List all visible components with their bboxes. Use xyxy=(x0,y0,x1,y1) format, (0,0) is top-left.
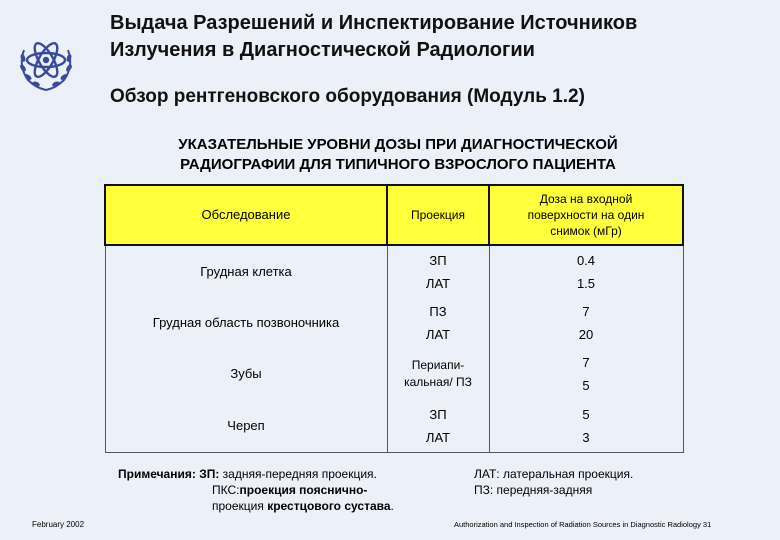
projection-cell xyxy=(387,245,489,297)
table-row xyxy=(105,399,683,453)
note-line xyxy=(118,498,458,514)
column-header-projection: Проекция xyxy=(387,185,489,245)
note-line xyxy=(118,466,458,482)
projection-cell xyxy=(387,297,489,348)
notes-right xyxy=(474,466,774,498)
table-header-row xyxy=(105,185,683,245)
dose-header-line-2: поверхности на один xyxy=(527,208,645,222)
projection-value: ЛАТ xyxy=(425,275,451,291)
dose-cell xyxy=(489,399,683,453)
exam-cell: Грудная область позвоночника xyxy=(105,297,387,348)
table-row xyxy=(105,348,683,399)
dose-value: 1.5 xyxy=(576,275,596,291)
abbr-pks: ПКС: xyxy=(212,483,240,497)
projection-value: ЗП xyxy=(429,406,447,422)
projection-value: Периапи- xyxy=(411,357,465,372)
abbr-pz-text: передняя-задняя xyxy=(493,483,593,497)
footer-source: Authorization and Inspection of Radiation Sources in Diagnostic Radiology 31 xyxy=(454,520,712,529)
projection-value: ПЗ xyxy=(429,303,447,319)
abbr-zp-text: задняя-передняя проекция. xyxy=(219,467,377,481)
dose-value: 7 xyxy=(582,303,590,319)
dose-value: 7 xyxy=(582,354,590,370)
note-line xyxy=(118,482,458,498)
dose-cell xyxy=(489,245,683,297)
pks-line2-end: . xyxy=(390,499,394,513)
projection-value: ЗП xyxy=(429,252,447,268)
iaea-logo-icon xyxy=(14,30,78,94)
abbr-lat-text: латеральная проекция. xyxy=(499,467,634,481)
table-row xyxy=(105,245,683,297)
projection-value: ЛАТ xyxy=(425,326,451,342)
page-title xyxy=(110,10,770,64)
dose-cell xyxy=(489,297,683,348)
table-row xyxy=(105,297,683,348)
footer-date: February 2002 xyxy=(32,520,85,529)
note-line xyxy=(474,482,774,498)
exam-cell: Череп xyxy=(105,399,387,453)
projection-cell xyxy=(387,348,489,399)
projection-value: ЛАТ xyxy=(425,429,451,445)
notes-label: Примечания: xyxy=(118,467,196,481)
abbr-pks-text: проекция пояснично- xyxy=(239,483,368,497)
dose-header-line-3: снимок (мГр) xyxy=(550,224,622,238)
page-subtitle: Обзор рентгеновского оборудования (Модуль 1.2) xyxy=(110,86,585,107)
section-heading-line-2: РАДИОГРАФИИ ДЛЯ ТИПИЧНОГО ВЗРОСЛОГО ПАЦИЕНТА xyxy=(180,156,616,173)
projection-cell xyxy=(387,399,489,453)
title-line-2: Излучения в Диагностической Радиологии xyxy=(110,39,535,61)
note-line xyxy=(474,466,774,482)
column-header-exam: Обследование xyxy=(105,185,387,245)
dose-reference-table xyxy=(104,184,684,453)
exam-cell: Зубы xyxy=(105,348,387,399)
dose-value: 0.4 xyxy=(576,252,596,268)
pks-line2-a: проекция xyxy=(212,499,268,513)
dose-header-line-1: Доза на входной xyxy=(539,192,633,206)
section-heading xyxy=(118,135,678,175)
dose-value: 20 xyxy=(578,326,594,342)
notes-left xyxy=(118,466,458,514)
pks-line2-b: крестцового сустава xyxy=(267,499,391,513)
section-heading-line-1: УКАЗАТЕЛЬНЫЕ УРОВНИ ДОЗЫ ПРИ ДИАГНОСТИЧЕСКОЙ xyxy=(178,136,618,153)
abbr-zp: ЗП: xyxy=(199,467,220,481)
abbr-pz: ПЗ: xyxy=(474,483,494,497)
dose-cell xyxy=(489,348,683,399)
dose-value: 3 xyxy=(582,429,590,445)
dose-value: 5 xyxy=(582,377,590,393)
projection-value: кальная/ ПЗ xyxy=(404,374,472,389)
dose-value: 5 xyxy=(582,406,590,422)
abbr-lat: ЛАТ: xyxy=(474,467,500,481)
exam-cell: Грудная клетка xyxy=(105,245,387,297)
title-line-1: Выдача Разрешений и Инспектирование Источников xyxy=(110,12,638,34)
column-header-dose xyxy=(489,185,683,245)
